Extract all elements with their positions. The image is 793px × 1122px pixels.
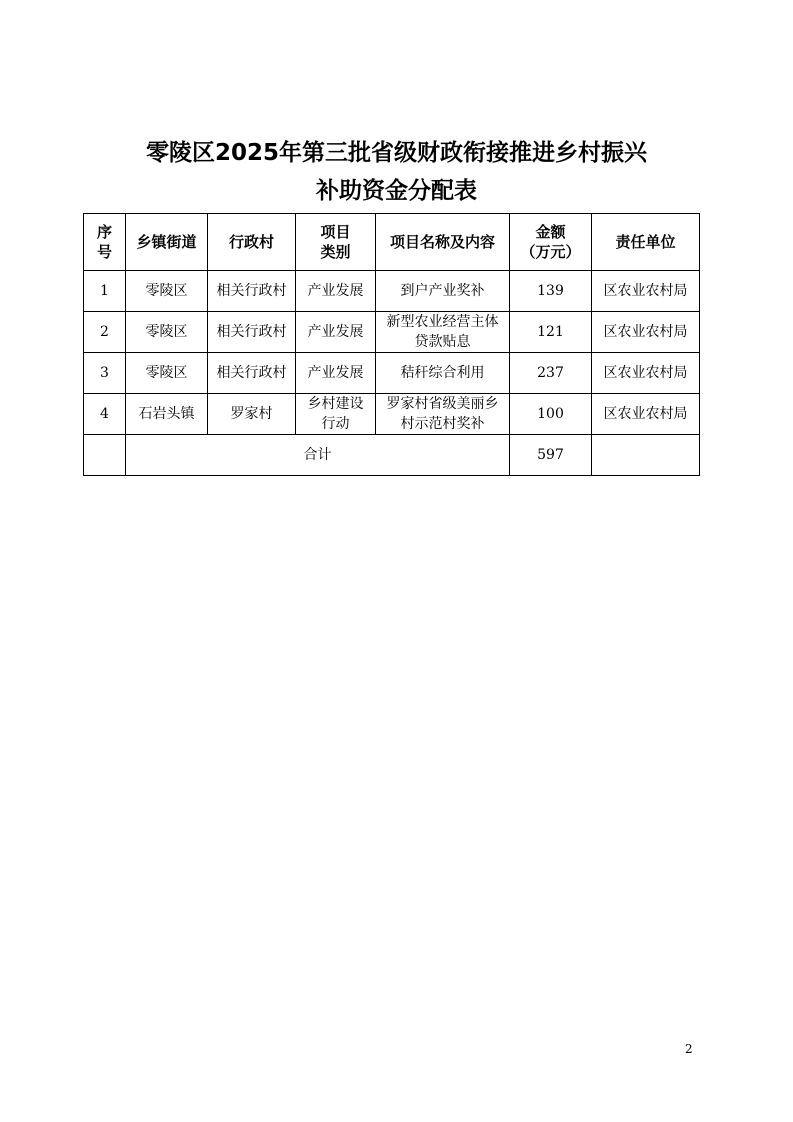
- total-amount: 597: [510, 435, 592, 476]
- cell-town: 石岩头镇: [126, 394, 208, 435]
- document-title-line1: 零陵区2025年第三批省级财政衔接推进乡村振兴: [145, 140, 647, 166]
- cell-village: 相关行政村: [208, 353, 296, 394]
- header-town: 乡镇街道: [126, 214, 208, 271]
- cell-category: 乡村建设 行动: [296, 394, 376, 435]
- total-label: 合计: [126, 435, 510, 476]
- header-unit: 责任单位: [592, 214, 700, 271]
- cell-village: 相关行政村: [208, 312, 296, 353]
- cell-town: 零陵区: [126, 271, 208, 312]
- cell-project: 到户产业奖补: [376, 271, 510, 312]
- cell-project: 秸秆综合利用: [376, 353, 510, 394]
- header-amount: 金额 （万元）: [510, 214, 592, 271]
- header-seq: 序 号: [84, 214, 126, 271]
- total-unit-cell: [592, 435, 700, 476]
- cell-project: 罗家村省级美丽乡 村示范村奖补: [376, 394, 510, 435]
- cell-village: 相关行政村: [208, 271, 296, 312]
- cell-amount: 121: [510, 312, 592, 353]
- cell-seq: 3: [84, 353, 126, 394]
- header-project: 项目名称及内容: [376, 214, 510, 271]
- cell-amount: 139: [510, 271, 592, 312]
- cell-category: 产业发展: [296, 271, 376, 312]
- table-row: [84, 312, 700, 353]
- cell-category: 产业发展: [296, 312, 376, 353]
- cell-project: 新型农业经营主体 贷款贴息: [376, 312, 510, 353]
- table-row: [84, 271, 700, 312]
- header-village: 行政村: [208, 214, 296, 271]
- cell-seq: 2: [84, 312, 126, 353]
- cell-village: 罗家村: [208, 394, 296, 435]
- document-title-line2: 补助资金分配表: [316, 178, 477, 204]
- table-header-row: [84, 214, 700, 271]
- header-category: 项目 类别: [296, 214, 376, 271]
- table-row: [84, 394, 700, 435]
- cell-town: 零陵区: [126, 353, 208, 394]
- cell-seq: 1: [84, 271, 126, 312]
- cell-seq: 4: [84, 394, 126, 435]
- cell-unit: 区农业农村局: [592, 353, 700, 394]
- cell-category: 产业发展: [296, 353, 376, 394]
- total-row: [84, 435, 700, 476]
- cell-unit: 区农业农村局: [592, 271, 700, 312]
- cell-amount: 237: [510, 353, 592, 394]
- cell-unit: 区农业农村局: [592, 394, 700, 435]
- cell-town: 零陵区: [126, 312, 208, 353]
- cell-amount: 100: [510, 394, 592, 435]
- page-number: 2: [685, 1042, 693, 1056]
- total-seq-cell: [84, 435, 126, 476]
- allocation-table: [83, 213, 700, 476]
- table-row: [84, 353, 700, 394]
- cell-unit: 区农业农村局: [592, 312, 700, 353]
